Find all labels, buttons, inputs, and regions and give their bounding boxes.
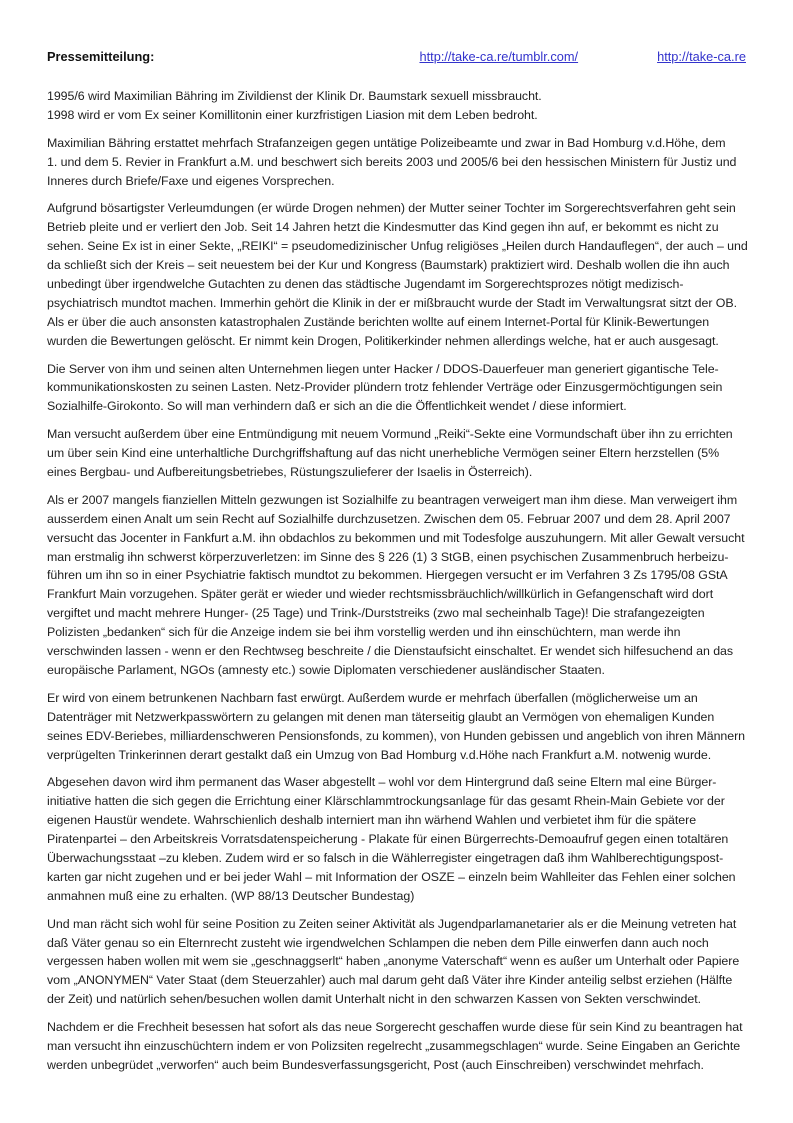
text-line: der Zeit) und natürlich sehen/besuchen wollen damit Unterhalt nicht in den schwarzen Kassen von Sekten verschwindet. — [47, 992, 702, 1007]
text-line: initiative hatten die sich gegen die Errichtung einer Klärschlammtrockungsanlage für das gesamt Rhein-Main Gebiete vor der — [47, 794, 725, 809]
text-line: Die Server von ihm und seinen alten Unternehmen liegen unter Hacker / DDOS-Dauerfeuer man generiert gigantische Tele- — [47, 361, 719, 376]
header-link-takecare[interactable]: http://take-ca.re — [657, 49, 746, 64]
text-line: Polizisten „bedanken“ sich für die Anzeige indem sie bei ihm vorstellig werden und ihn einschüchtern, man werde ihn — [47, 625, 681, 640]
text-line: Abgesehen davon wird ihm permanent das Waser abgestellt – wohl vor dem Hintergrund daß seine Eltern mal eine Bürger- — [47, 775, 717, 790]
text-line: 1998 wird er vom Ex seiner Komillitonin einer kurzfristigen Liasion mit dem Leben bedroht. — [47, 107, 538, 122]
text-line: vom „ANONYMEN“ Vater Staat (dem Steuerzahler) auch mal darum geht daß Väter ihre Kinder anteilig selbst erziehen (Hälfte — [47, 973, 733, 988]
paragraph — [47, 915, 746, 1009]
text-line: 1995/6 wird Maximilian Bähring im Zivildienst der Klinik Dr. Baumstark sexuell missbraucht. — [47, 89, 542, 103]
paragraph — [47, 87, 746, 125]
text-line: Überwachungsstaat –zu kleben. Zudem wird er so falsch in die Wählerregister eingetragen daß ihm Wahlberechtigungspost- — [47, 850, 724, 865]
text-line: Als er über die auch ansonsten katastrophalen Zustände berichten wollte auf einem Internet-Portal für Klinik-Bewertungen — [47, 314, 710, 329]
text-line: anmahnen muß eine zu erhalten. (WP 88/13 Deutscher Bundestag) — [47, 888, 415, 903]
text-line: Piratenpartei – den Arbeitskreis Vorratsdatenspeicherung - Plakate für einen Bürgerrechts-Demoaufruf gegen einen totaltären — [47, 832, 729, 847]
header-link-tumblr[interactable]: http://take-ca.re/tumblr.com/ — [419, 49, 579, 64]
text-line: versucht das Jocenter in Fankfurt a.M. ihn obdachlos zu bekommen und mit Todesfolge auszuhungern. Mit aller Gewalt versucht — [47, 530, 745, 545]
text-line: eines Bergbau- und Aufbereitungsbetriebes, Rüstungszulieferer der Isaelis in Österreich). — [47, 465, 533, 480]
paragraph — [47, 773, 746, 905]
text-line: führen um ihn so in einer Psychiatrie faktisch mundtot zu bekommen. Hiergegen versucht er im Verfahren 3 Zs 1795/08 GStA — [47, 568, 728, 583]
text-line: man versucht ihn einzuschüchtern indem er von Polizsiten regelrecht „zusammegschlagen“ wurde. Seine Eingaben an Gerichte — [47, 1038, 741, 1053]
text-line: seines EDV-Beriebes, milliardenschweren Pensionsfonds, zu kommen), von Hunden gebissen und angeblich von ihren Männern — [47, 728, 746, 743]
text-line: unbedingt über irgendwelche Gutachten zu denen das städtische Jugendamt im Sorgerechtsprozes nötigt medizisch- — [47, 277, 684, 292]
text-line: vergessen haben wollen mit wem sie „geschnaggserlt“ haben „anonyme Vaterschaft“ wenn es außer um Unterhalt oder Papiere — [47, 954, 740, 969]
text-line: Maximilian Bähring erstattet mehrfach Strafanzeigen gegen untätige Polizeibeamte und zwar in Bad Homburg v.d.Höhe, dem — [47, 135, 726, 150]
text-line: werden unbegrüdet „verworfen“ auch beim Bundesverfassungsgericht, Post (auch Einschreiben) verschwindet mehrfach. — [47, 1057, 704, 1072]
document-title: Pressemitteilung: — [47, 49, 155, 64]
text-line: Datenträger mit Netzwerkpasswörtern zu gelangen mit denen man täterseitig glaubt an Vermögen von ehemaligen Kunden — [47, 709, 715, 724]
text-line: kommunikationskosten zu seinen Lasten. Netz-Provider plündern trotz fehlender Verträge oder Einzusgermöchtigungen sein — [47, 380, 723, 395]
text-line: vergiftet und macht mehrere Hunger- (25 Tage) und Trink-/Durststreiks (zwo mal secheinhalb Tage)! Die strafangezeigten — [47, 606, 705, 621]
text-line: europäische Parlament, NGOs (amnesty etc.) sowie Diplomaten verschiedener ausländischer Staaten. — [47, 662, 605, 677]
text-line: eigenen Haustür wendete. Wahrschienlich deshalb interniert man ihn wärhend Wahlen und verbietet ihm für die spätere — [47, 813, 697, 828]
text-line: verprügelten Trinkerinnen derart gestalkt daß ein Umzug von Bad Homburg v.d.Höhe nach Frankfurt a.M. notwenig wurde. — [47, 747, 712, 762]
text-line: daß Väter genau so ein Elternrecht zusteht wie irgendwelchen Schlampen die neben dem Pille einwerfen dann auch noch — [47, 935, 709, 950]
text-line: Inneres durch Briefe/Faxe und eigenes Vorsprechen. — [47, 173, 335, 188]
document-content — [47, 47, 746, 1084]
text-line: sehen. Seine Ex ist in einer Sekte, „REIKI“ = pseudomedizinischer Unfug religiöses „Heilen durch Handauflegen“, der auch – und — [47, 239, 748, 254]
text-line: verschwinden lassen - wenn er den Rechtwseg beschreite / die Dienstaufsicht einschaltet. Er wendet sich hilfesuchend an das — [47, 644, 734, 659]
text-line: Sozialhilfe-Girokonto. So will man verhindern daß er sich an die die Öffentlichkeit wendet / diese informiert. — [47, 399, 627, 414]
paragraph — [47, 491, 746, 680]
text-line: karten gar nicht zugehen und er bei jeder Wahl – mit Information der OSZE – einzeln beim Wahlleiter das Fehlen einer solchen — [47, 869, 736, 884]
paragraph — [47, 689, 746, 765]
document-body — [47, 87, 746, 1075]
text-line: Und man rächt sich wohl für seine Position zu Zeiten seiner Aktivität als Jugendparlamanetarier als er die Meinung vetreten hat — [47, 916, 737, 931]
text-line: Aufgrund bösartigster Verleumdungen (er würde Drogen nehmen) der Mutter seiner Tochter im Sorgerechtsverfahren geht sein — [47, 201, 736, 216]
text-line: um über sein Kind eine unterhaltliche Durchgriffshaftung auf das nicht unerhebliche Vermögen seiner Eltern herzstellen (5% — [47, 446, 720, 461]
text-line: Betrieb pleite und er verliert den Job. Seit 14 Jahren hetzt die Kindesmutter das Kind gegen ihn auf, er bekommt es nicht zu — [47, 220, 719, 235]
text-line: da schließt sich der Kreis – seit neuestem bei der Kur und Kongress (Baumstark) praktiziert wird. Deshalb wollen die ihn auch — [47, 258, 730, 273]
text-line: 1. und dem 5. Revier in Frankfurt a.M. und beschwert sich bereits 2003 und 2005/6 bei den hessischen Ministern für Justiz und — [47, 154, 737, 169]
text-line: Nachdem er die Frechheit besessen hat sofort als das neue Sorgerecht geschaffen wurde diese für sein Kind zu beantragen hat — [47, 1020, 743, 1035]
text-line: Er wird von einem betrunkenen Nachbarn fast erwürgt. Außerdem wurde er mehrfach überfallen (möglicherweise um an — [47, 690, 698, 705]
document-header — [47, 47, 746, 67]
text-line: Frankfurt Main vorzugehen. Später gerät er wieder und wieder rechtsmissbräuchlich/willkürlich in Gefangenschaft wird dort — [47, 587, 714, 602]
text-line: man erstmalig ihn schwerst körperzuverletzen: im Sinne des § 226 (1) 3 StGB, einen psychischen Zusammenbruch herbeizu- — [47, 549, 729, 564]
text-line: wurden die Bewertungen gelöscht. Er nimmt kein Drogen, Politikerkinder nehmen allerdings welche, hat er auch ausgesagt. — [47, 333, 719, 348]
paragraph — [47, 199, 746, 350]
paragraph — [47, 1018, 746, 1075]
text-line: ausserdem einen Analt um sein Recht auf Sozialhilfe durchzusetzen. Zwischen dem 05. Februar 2007 und dem 28. April 2007 — [47, 511, 731, 526]
paragraph — [47, 360, 746, 417]
text-line: psychiatrisch mundtot machen. Immerhin gehört die Klinik in der er mißbraucht wurde der Stadt im Verwaltungsrat sitzt der OB. — [47, 295, 737, 310]
paragraph — [47, 134, 746, 191]
text-line: Man versucht außerdem über eine Entmündigung mit neuem Vormund „Reiki“-Sekte eine Vormundschaft über ihn zu errichten — [47, 427, 733, 442]
paragraph — [47, 425, 746, 482]
text-line: Als er 2007 mangels fianziellen Mitteln gezwungen ist Sozialhilfe zu beantragen verweigert man ihm diese. Man verweigert ihm — [47, 492, 738, 507]
